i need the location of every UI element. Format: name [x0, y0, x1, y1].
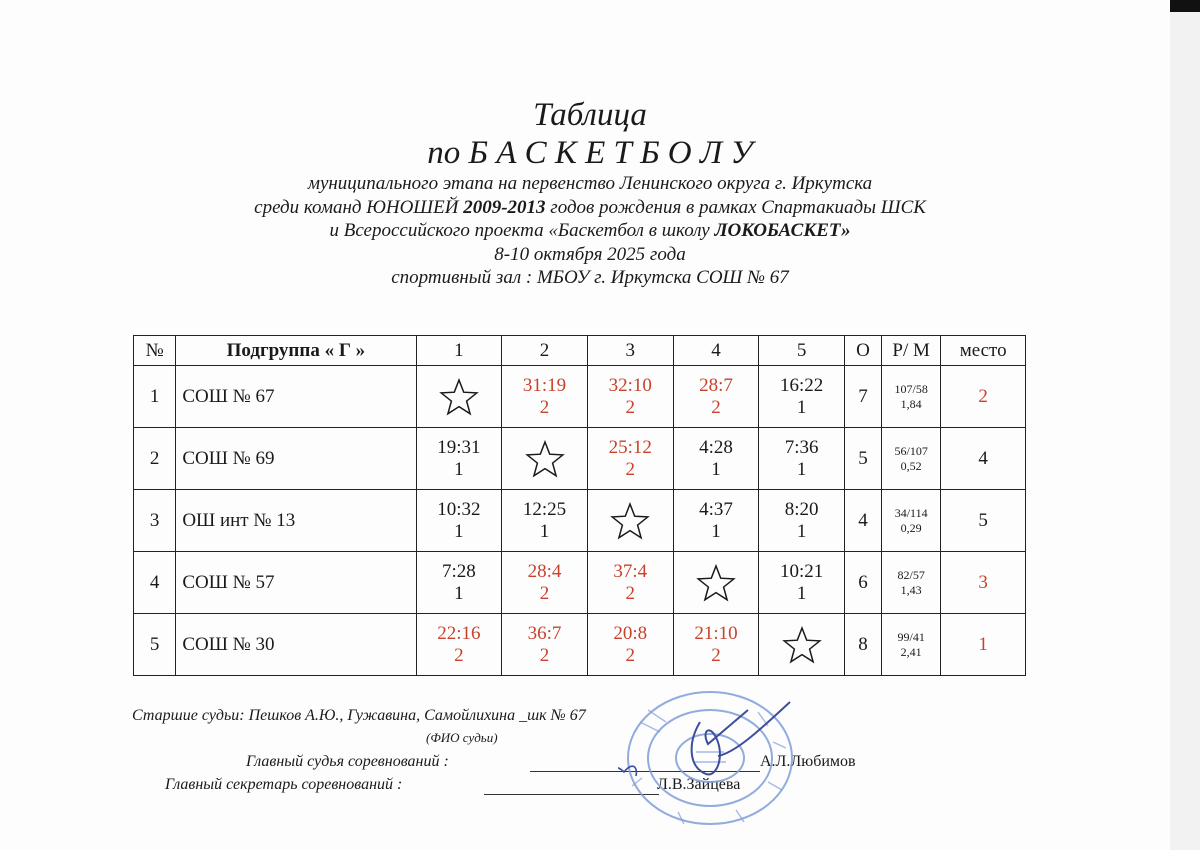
match-score: 7:36 — [784, 436, 819, 458]
senior-judges: Старшие судьи: Пешков А.Ю., Гужавина, Самойлихина _шк № 67 — [132, 707, 586, 724]
chief-judge-name: А.Л.Любимов — [760, 753, 856, 770]
chief-secretary-name: Л.В.Зайцева — [657, 776, 741, 793]
doc-line-1: муниципального этапа на первенство Ленинского округа г. Иркутска — [307, 173, 873, 194]
header-col-1: 1 — [416, 336, 502, 366]
match-points: 1 — [796, 396, 807, 418]
scored-conceded: 56/107 — [894, 443, 928, 458]
place: 3 — [941, 552, 1026, 614]
match-score: 10:21 — [780, 560, 824, 582]
match-score: 7:28 — [441, 560, 476, 582]
doc-venue: спортивный зал : МБОУ г. Иркутска СОШ № 67 — [391, 267, 789, 288]
match-points: 1 — [796, 458, 807, 480]
match-score: 10:32 — [437, 498, 481, 520]
total-points: 4 — [845, 490, 882, 552]
total-points: 7 — [845, 366, 882, 428]
total-points: 6 — [845, 552, 882, 614]
row-num: 3 — [134, 490, 176, 552]
row-num: 1 — [134, 366, 176, 428]
row-num: 2 — [134, 428, 176, 490]
match-points: 1 — [711, 520, 721, 542]
match-score: 21:10 — [694, 622, 738, 644]
match-points: 2 — [539, 644, 550, 666]
ratio-value: 2,41 — [900, 644, 922, 659]
header-col-5: 5 — [759, 336, 845, 366]
match-score: 28:4 — [527, 560, 562, 582]
team-name: СОШ № 57 — [176, 552, 416, 614]
team-name: СОШ № 30 — [176, 614, 416, 676]
match-score: 28:7 — [699, 374, 733, 396]
match-points: 1 — [796, 520, 807, 542]
doc-dates: 8-10 октября 2025 года — [494, 243, 686, 265]
header-col-3: 3 — [587, 336, 673, 366]
team-name: СОШ № 69 — [176, 428, 416, 490]
ratio-value: 1,84 — [900, 396, 922, 411]
scored-conceded: 82/57 — [897, 567, 925, 582]
place: 5 — [941, 490, 1026, 552]
ratio-value: 0,52 — [900, 458, 922, 473]
match-score: 31:19 — [522, 374, 567, 396]
match-points: 2 — [539, 582, 550, 604]
doc-title: Таблица — [533, 97, 647, 133]
doc-line-3: и Всероссийского проекта «Баскетбол в школу ЛОКОБАСКЕТ» — [329, 220, 851, 241]
match-points: 1 — [711, 458, 721, 480]
match-score: 20:8 — [613, 622, 648, 644]
total-points: 5 — [845, 428, 882, 490]
row-num: 4 — [134, 552, 176, 614]
scored-conceded: 34/114 — [894, 505, 928, 520]
match-score: 19:31 — [437, 436, 481, 458]
match-score: 8:20 — [784, 498, 819, 520]
header-points: О — [845, 336, 882, 366]
scored-conceded: 107/58 — [894, 381, 928, 396]
match-score: 36:7 — [527, 622, 562, 644]
match-points: 2 — [625, 396, 635, 418]
match-score: 32:10 — [608, 374, 652, 396]
match-points: 2 — [454, 644, 464, 666]
match-points: 2 — [711, 644, 721, 666]
header-rm: Р/ М — [882, 336, 941, 366]
header-col-2: 2 — [502, 336, 588, 366]
team-name: СОШ № 67 — [176, 366, 416, 428]
header-num: № — [134, 336, 176, 366]
match-score: 12:25 — [522, 498, 567, 520]
match-score: 16:22 — [780, 374, 824, 396]
chief-judge-label: Главный судья соревнований : — [246, 753, 449, 770]
match-score: 4:37 — [699, 498, 733, 520]
ratio-value: 0,29 — [900, 520, 922, 535]
match-points: 2 — [711, 396, 721, 418]
match-points: 1 — [454, 458, 464, 480]
match-points: 1 — [454, 520, 464, 542]
match-points: 1 — [454, 582, 464, 604]
round-stamp — [618, 682, 798, 832]
ratio-value: 1,43 — [900, 582, 922, 597]
match-score: 22:16 — [437, 622, 481, 644]
match-points: 2 — [625, 582, 635, 604]
row-num: 5 — [134, 614, 176, 676]
total-points: 8 — [845, 614, 882, 676]
match-score: 25:12 — [608, 436, 652, 458]
place: 4 — [941, 428, 1026, 490]
match-score: 4:28 — [699, 436, 733, 458]
match-points: 1 — [796, 582, 807, 604]
header-place: место — [941, 336, 1026, 366]
header-col-4: 4 — [673, 336, 759, 366]
scored-conceded: 99/41 — [897, 629, 925, 644]
doc-line-2: среди команд ЮНОШЕЙ 2009-2013 годов рождения в рамках Спартакиады ШСК — [254, 196, 926, 218]
fio-note: (ФИО судьи) — [426, 730, 498, 745]
match-score: 37:4 — [613, 560, 648, 582]
team-name: ОШ инт № 13 — [176, 490, 416, 552]
chief-secretary-label: Главный секретарь соревнований : — [165, 776, 403, 793]
place: 1 — [941, 614, 1026, 676]
match-points: 1 — [539, 520, 550, 542]
match-points: 2 — [539, 396, 550, 418]
match-points: 2 — [625, 644, 635, 666]
header-group: Подгруппа « Г » — [176, 336, 416, 366]
match-points: 2 — [625, 458, 635, 480]
place: 2 — [941, 366, 1026, 428]
doc-subtitle: по Б А С К Е Т Б О Л У — [427, 135, 753, 171]
